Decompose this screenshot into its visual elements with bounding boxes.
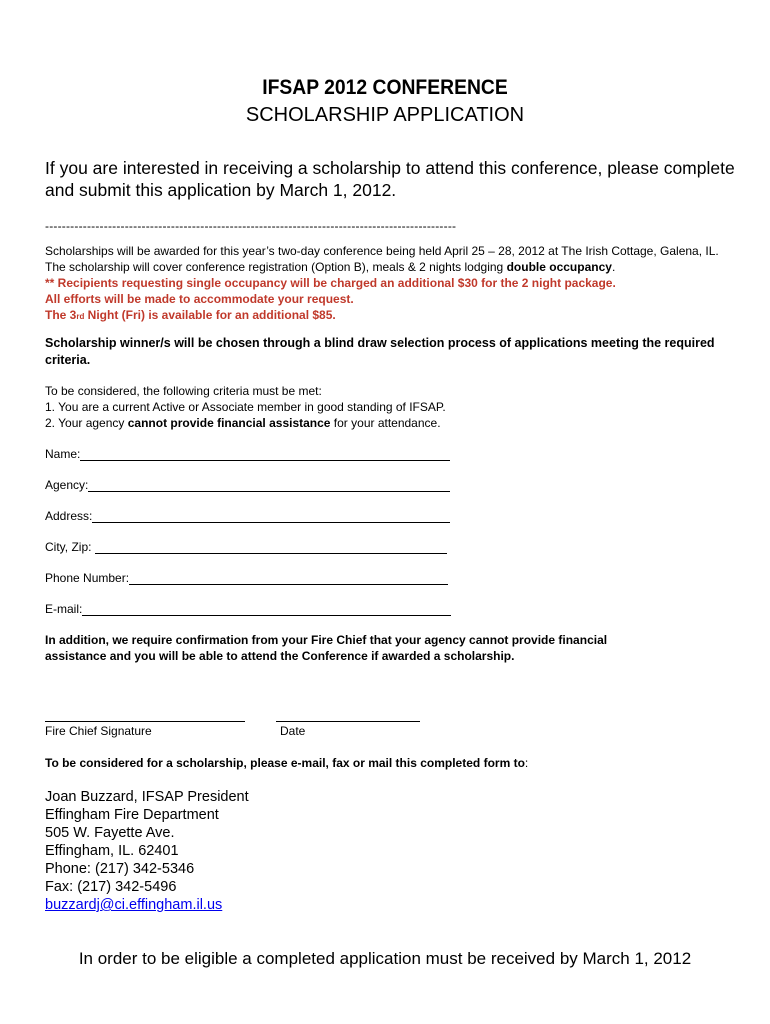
details-period: . (611, 260, 616, 274)
address-field[interactable] (45, 508, 450, 523)
address-input-line[interactable] (92, 508, 450, 523)
contact-fax: Fax: (217) 342-5496 (45, 879, 177, 895)
date-line[interactable] (276, 720, 420, 722)
confirmation-statement: In addition, we require confirmation from your Fire Chief that your agency cannot provide financial assistance and you will be able to attend the Conference if awarded a scholarship. (45, 633, 608, 663)
city-zip-field[interactable] (45, 539, 447, 554)
details-block (45, 243, 735, 325)
third-night-note: The 3rd Night (Fri) is available for an additional $85. (45, 308, 336, 322)
chief-signature-line[interactable] (45, 720, 245, 722)
page-title: IFSAP 2012 CONFERENCE (262, 76, 508, 99)
criteria-intro: To be considered, the following criteria must be met: (45, 384, 322, 398)
phone-input-line[interactable] (129, 570, 448, 585)
criteria-item-1: 1. You are a current Active or Associate member in good standing of IFSAP. (45, 400, 446, 414)
separator: -------------------------------------------------------------------------------------------------- (45, 219, 457, 233)
name-field[interactable] (45, 446, 450, 461)
contact-email-link[interactable]: buzzardj@ci.effingham.il.us (45, 897, 223, 913)
contact-city: Effingham, IL. 62401 (45, 843, 179, 859)
criteria-block (45, 383, 735, 431)
contact-dept: Effingham Fire Department (45, 807, 219, 823)
intro-paragraph: If you are interested in receiving a scholarship to attend this conference, please complete and submit this application by March 1, 2012. (45, 158, 735, 200)
details-text: Scholarships will be awarded for this year’s two-day conference being held April 25 – 28, 2012 at The Irish Cottage, Galena, IL. The scholarship will cover conference registration (Option B), meals & 2 nights lodging (45, 244, 719, 274)
accommodate-note: All efforts will be made to accommodate your request. (45, 292, 354, 306)
selection-statement: Scholarship winner/s will be chosen through a blind draw selection process of applications meeting the required criteria. (45, 336, 715, 367)
phone-field[interactable] (45, 570, 448, 585)
submit-instructions: To be considered for a scholarship, please e-mail, fax or mail this completed form to: (45, 756, 529, 770)
contact-phone: Phone: (217) 342-5346 (45, 861, 195, 877)
agency-field[interactable] (45, 477, 450, 492)
agency-label: Agency: (45, 478, 89, 492)
agency-input-line[interactable] (88, 477, 450, 492)
city-zip-label: City, Zip: (45, 540, 92, 554)
contact-name: Joan Buzzard, IFSAP President (45, 789, 249, 805)
address-label: Address: (45, 509, 93, 523)
double-occupancy-text: double occupancy (506, 260, 612, 274)
city-zip-input-line[interactable] (95, 539, 447, 554)
name-input-line[interactable] (80, 446, 450, 461)
eligibility-footer: In order to be eligible a completed application must be received by March 1, 2012 (78, 949, 692, 968)
single-occupancy-note: ** Recipients requesting single occupancy will be charged an additional $30 for the 2 night package. (45, 276, 616, 290)
phone-label: Phone Number: (45, 571, 130, 585)
email-input-line[interactable] (82, 601, 451, 616)
email-label: E-mail: (45, 602, 83, 616)
email-field[interactable] (45, 601, 451, 616)
chief-signature-label: Fire Chief Signature (45, 724, 152, 738)
criteria-item-2: 2. Your agency cannot provide financial assistance for your attendance. (45, 416, 441, 430)
contact-address (45, 788, 249, 914)
contact-street: 505 W. Fayette Ave. (45, 825, 175, 841)
name-label: Name: (45, 447, 81, 461)
page-subtitle: SCHOLARSHIP APPLICATION (245, 104, 525, 126)
date-label: Date (280, 724, 306, 738)
